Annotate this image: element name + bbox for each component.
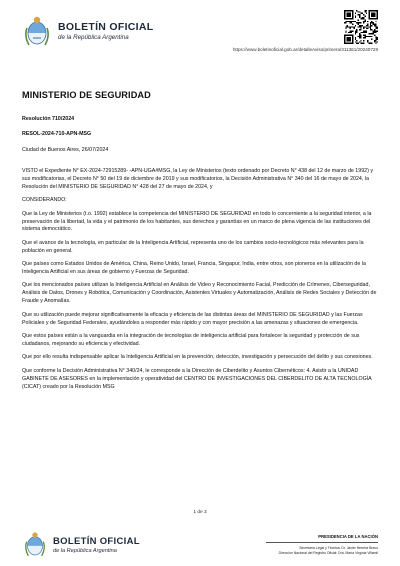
qr-code-icon[interactable] <box>344 10 378 44</box>
paragraph: Que el avance de la tecnología, en particular de la Inteligencia Artificial, representa uno de los cambios socio-tecnológicos más relevantes para la población en general. <box>22 239 364 254</box>
place-date: Ciudad de Buenos Aires, 26/07/2024 <box>22 147 109 153</box>
brand-subtitle: de la República Argentina <box>58 34 129 41</box>
paragraph: Que la Ley de Ministerios (t.o. 1992) establece la competencia del MINISTERIO DE SEGURIDAD en todo lo concerniente a la seguridad interior, a la preservación de la libertad, la vida y el patrimonio de los habitantes, sus derechos y garantías en un marco de plena vigencia de las instituciones del sistema democrático. <box>22 210 372 233</box>
secretary-line: Secretaría Legal y Técnica: Dr. Javier Herrera Bravo <box>299 545 378 550</box>
footer-credits <box>266 534 378 556</box>
footer-brand-title: BOLETÍN OFICIAL <box>53 536 140 547</box>
presidency-label: PRESIDENCIA DE LA NACIÓN <box>318 534 378 539</box>
page-footer <box>22 524 378 562</box>
boletin-logo[interactable] <box>22 14 152 50</box>
paragraph: Que su utilización puede mejorar significativamente la eficacia y eficiencia de las distintas áreas del MINISTERIO DE SEGURIDAD y las Fuerzas Policiales y de Seguridad Federales, ayudándoles a responder más rápido y con mayor precisión a las amenazas y situaciones de emergencia. <box>22 311 363 326</box>
resolution-number: Resolución 710/2024 <box>22 116 75 122</box>
paragraph: Que por ello resulta indispensable aplicar la Inteligencia Artificial en la prevención, detección, investigación y persecución del delito y sus conexiones. <box>22 354 373 361</box>
document-body <box>22 168 378 397</box>
footer-brand-subtitle: de la República Argentina <box>53 548 117 554</box>
document-url[interactable]: https://www.boletinoficial.gob.ar/detalleAviso/primera/311361/20240729 <box>232 47 378 52</box>
national-seal-icon <box>22 14 52 50</box>
footer-logo <box>22 530 152 560</box>
brand-title: BOLETÍN OFICIAL <box>58 21 154 33</box>
page-number: 1 de 3 <box>193 510 207 515</box>
national-seal-icon <box>22 530 48 560</box>
paragraph: Que los mencionados países utilizan la Inteligencia Artificial en Análisis de Video y Reconocimiento Facial, Predicción de Crímenes, Ciberseguridad, Análisis de Datos, Drones y Robótica, Comunicación y Coordinación, Asistentes Virtuales y Automatización, Análisis de Redes Sociales y Detección de Fraude y Anomalías. <box>22 282 377 305</box>
paragraph: Que conforme la Decisión Administrativa N° 340/24, le corresponde a la Dirección de Ciberdelito y Asuntos Cibernéticos: 4. Asistir a la UNIDAD GABINETE DE ASESORES en la implementación y operatividad del CENTRO DE INVESTIGACIONES DEL CIBERDELITO DE ALTA TECNOLOGÍA (CICAT) creado por la Resolución MSG <box>22 367 372 390</box>
director-line: Dirección Nacional del Registro Oficial: Dra. María Virginia Villamil <box>278 550 378 555</box>
organism-title: MINISTERIO DE SEGURIDAD <box>22 90 151 100</box>
page-header <box>22 10 378 54</box>
paragraph: VISTO el Expediente N° EX-2024-72915289- -APN-UGA#MSG, la Ley de Ministerios (texto ordenado por Decreto N° 438 del 12 de marzo de 1992) y sus modificatorias, el Decreto N° 50 del 19 de diciembre de 2019 y sus modificatorios, la Decisión Administrativa N° 340 del 16 de mayo de 2024, la Resolución del MINISTERIO DE SEGURIDAD N° 428 del 27 de mayo de 2024, y <box>22 168 373 190</box>
footer-divider <box>266 542 378 543</box>
paragraph: CONSIDERANDO: <box>22 197 67 204</box>
resolution-code: RESOL-2024-710-APN-MSG <box>22 131 92 137</box>
paragraph: Que países como Estados Unidos de América, China, Reino Unido, Israel, Francia, Singapur, India, entre otros, son pioneros en la utilización de la Inteligencia Artificial en sus áreas de gobierno y Fuerzas de Seguridad. <box>22 261 366 276</box>
paragraph: Que estos países están a la vanguardia en la integración de tecnologías de inteligencia artificial para fortalecer la seguridad y protección de sus ciudadanos, mejorando su eficiencia y efectividad. <box>22 333 360 347</box>
